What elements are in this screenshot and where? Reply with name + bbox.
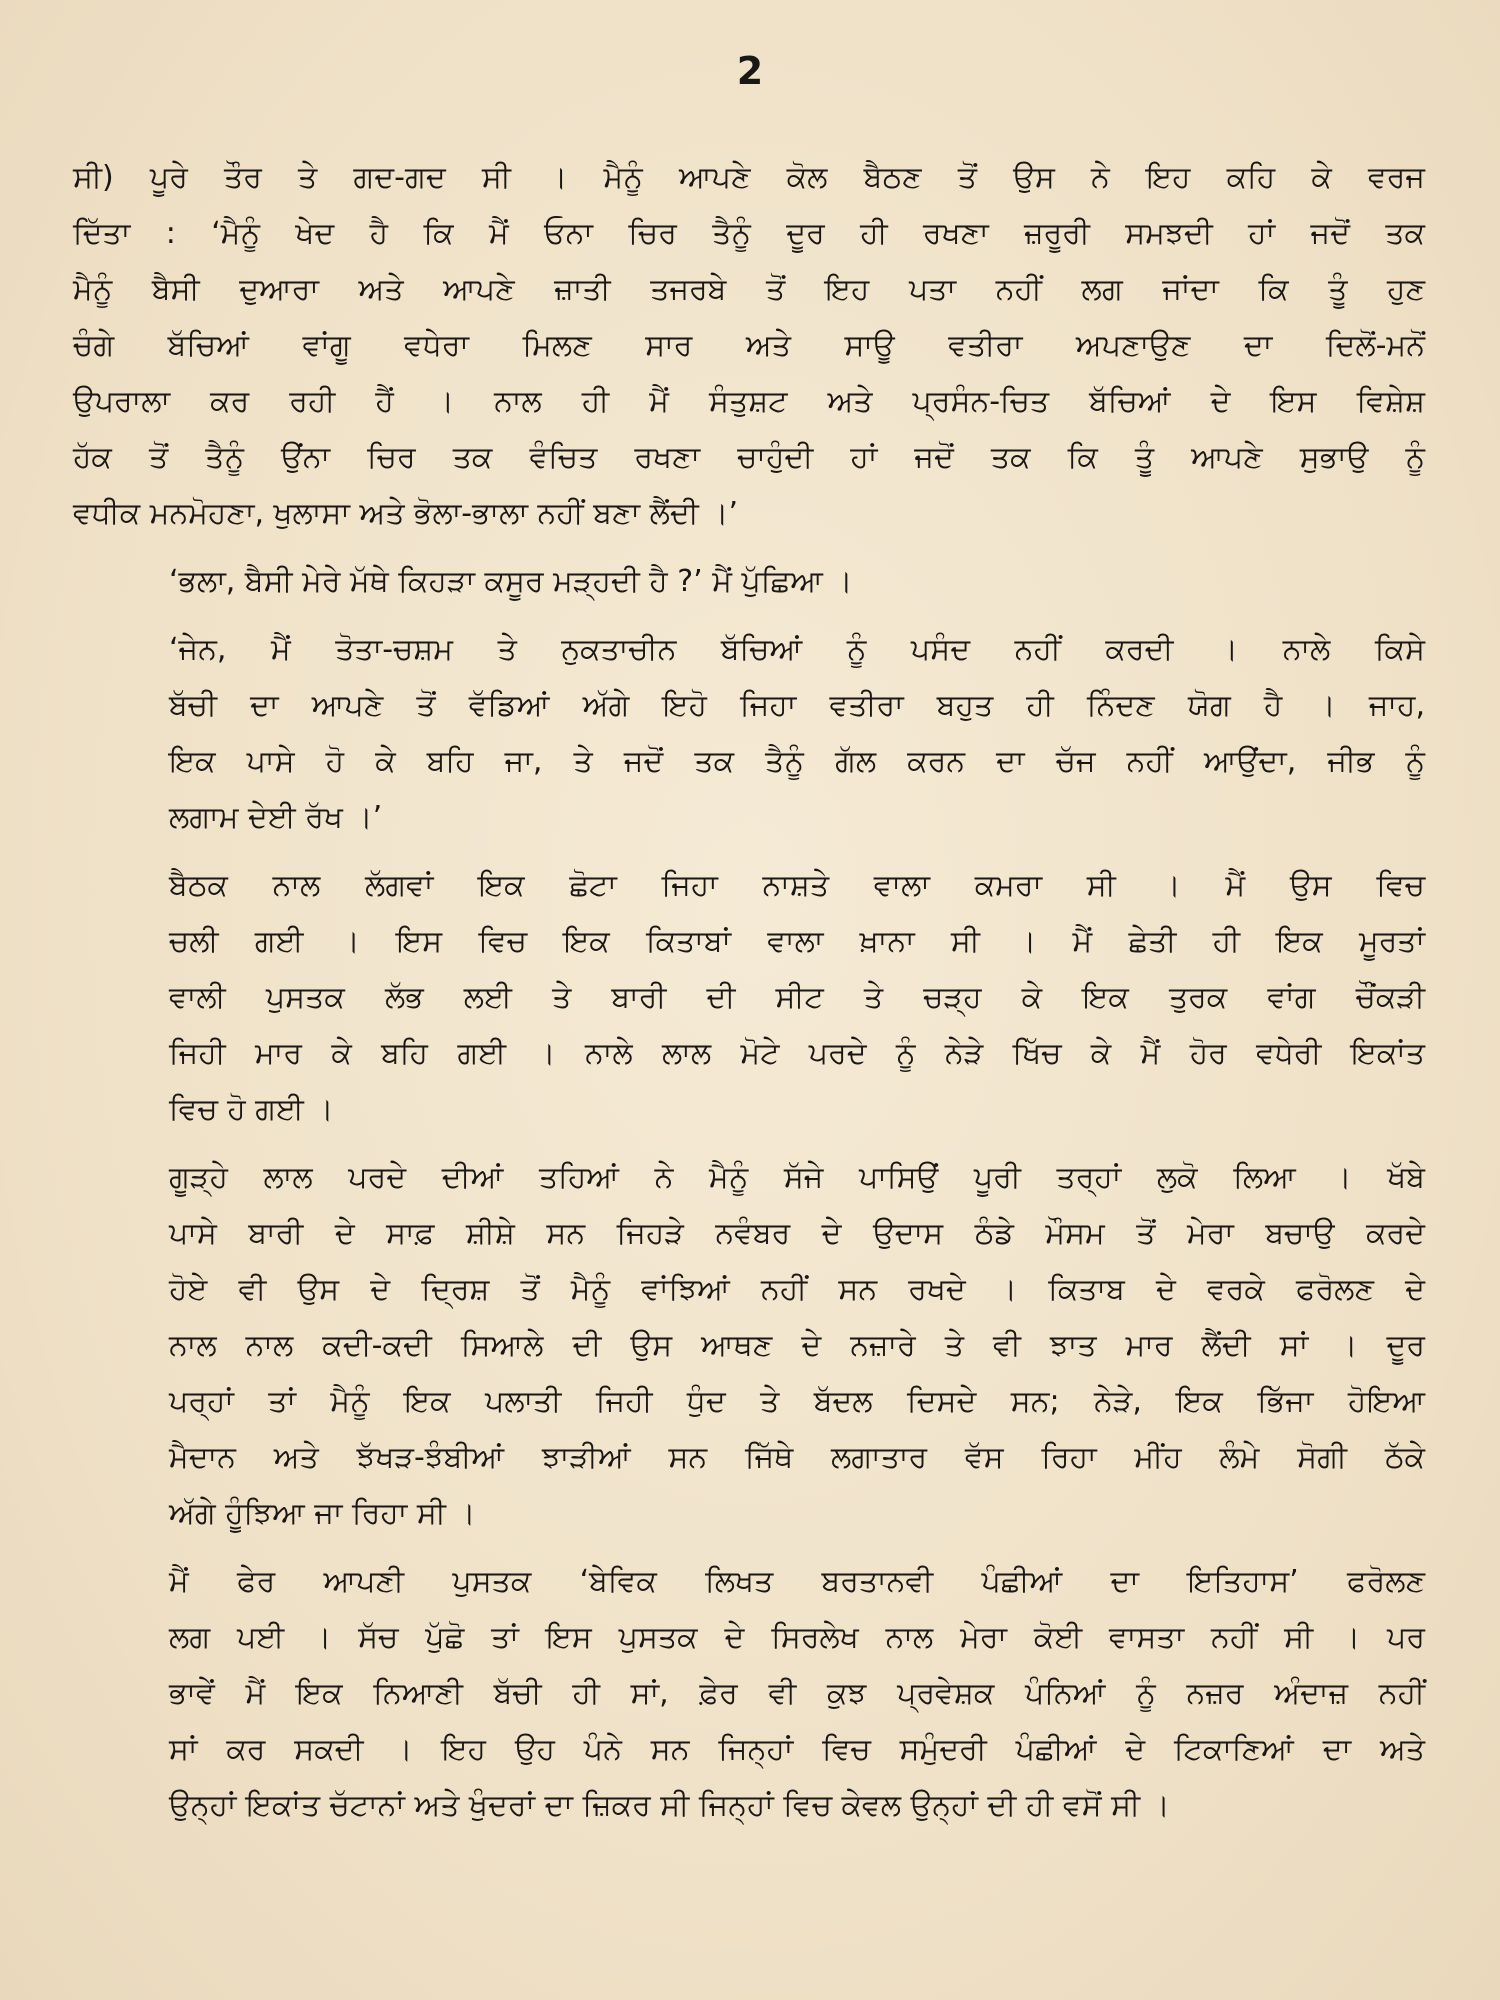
text-line: ਹੋਏ ਵੀ ਉਸ ਦੇ ਦ੍ਰਿਸ਼ ਤੋਂ ਮੈਨੂੰ ਵਾਂਝਿਆਂ ਨਹੀਂ ਸਨ ਰਖਦੇ । ਕਿਤਾਬ ਦੇ ਵਰਕੇ ਫਰੋਲਣ ਦੇ [169, 1272, 1425, 1307]
paragraph [73, 150, 1425, 542]
text-line: ਚਲੀ ਗਈ । ਇਸ ਵਿਚ ਇਕ ਕਿਤਾਬਾਂ ਵਾਲਾ ਖ਼ਾਨਾ ਸੀ । ਮੈਂ ਛੇਤੀ ਹੀ ਇਕ ਮੂਰਤਾਂ [169, 924, 1425, 959]
text-line: ਚੰਗੇ ਬੱਚਿਆਂ ਵਾਂਗੂ ਵਧੇਰਾ ਮਿਲਣ ਸਾਰ ਅਤੇ ਸਾਊ ਵਤੀਰਾ ਅਪਣਾਉਣ ਦਾ ਦਿਲੋਂ-ਮਨੋਂ [73, 328, 1425, 363]
text-line: ਜਿਹੀ ਮਾਰ ਕੇ ਬਹਿ ਗਈ । ਨਾਲੇ ਲਾਲ ਮੋਟੇ ਪਰਦੇ ਨੂੰ ਨੇੜੇ ਖਿੱਚ ਕੇ ਮੈਂ ਹੋਰ ਵਧੇਰੀ ਇਕਾਂਤ [169, 1036, 1425, 1071]
text-line: ਲਗਾਮ ਦੇਈ ਰੱਖ ।’ [169, 800, 383, 835]
text-line: ਬੱਚੀ ਦਾ ਆਪਣੇ ਤੋਂ ਵੱਡਿਆਂ ਅੱਗੇ ਇਹੋ ਜਿਹਾ ਵਤੀਰਾ ਬਹੁਤ ਹੀ ਨਿੰਦਣ ਯੋਗ ਹੈ । ਜਾਹ, [169, 688, 1425, 723]
text-line: ਸੀ) ਪੂਰੇ ਤੌਰ ਤੇ ਗਦ-ਗਦ ਸੀ । ਮੈਨੂੰ ਆਪਣੇ ਕੋਲ ਬੈਠਣ ਤੋਂ ਉਸ ਨੇ ਇਹ ਕਹਿ ਕੇ ਵਰਜ [73, 160, 1425, 195]
text-line: ਹੱਕ ਤੋਂ ਤੈਨੂੰ ਉਂਨਾ ਚਿਰ ਤਕ ਵੰਚਿਤ ਰਖਣਾ ਚਾਹੁੰਦੀ ਹਾਂ ਜਦੋਂ ਤਕ ਕਿ ਤੂੰ ਆਪਣੇ ਸੁਭਾਉ ਨੂੰ [73, 440, 1425, 475]
text-line: ਦਿੱਤਾ : ‘ਮੈਨੂੰ ਖੇਦ ਹੈ ਕਿ ਮੈਂ ਓਨਾ ਚਿਰ ਤੈਨੂੰ ਦੂਰ ਹੀ ਰਖਣਾ ਜ਼ਰੂਰੀ ਸਮਝਦੀ ਹਾਂ ਜਦੋਂ ਤਕ [73, 216, 1425, 251]
text-line: ਵਧੀਕ ਮਨਮੋਹਣਾ, ਖੁਲਾਸਾ ਅਤੇ ਭੋਲਾ-ਭਾਲਾ ਨਹੀਂ ਬਣਾ ਲੈਂਦੀ ।’ [73, 496, 739, 531]
paragraph [73, 622, 1425, 846]
text-line: ਲਗ ਪਈ । ਸੱਚ ਪੁੱਛੋ ਤਾਂ ਇਸ ਪੁਸਤਕ ਦੇ ਸਿਰਲੇਖ ਨਾਲ ਮੇਰਾ ਕੋਈ ਵਾਸਤਾ ਨਹੀਂ ਸੀ । ਪਰ [169, 1620, 1425, 1655]
text-body [73, 150, 1425, 1846]
text-line: ਭਾਵੇਂ ਮੈਂ ਇਕ ਨਿਆਣੀ ਬੱਚੀ ਹੀ ਸਾਂ, ਫ਼ੇਰ ਵੀ ਕੁਝ ਪ੍ਰਵੇਸ਼ਕ ਪੰਨਿਆਂ ਨੂੰ ਨਜ਼ਰ ਅੰਦਾਜ਼ ਨਹੀਂ [169, 1676, 1425, 1711]
text-line: ਮੈਂ ਫੇਰ ਆਪਣੀ ਪੁਸਤਕ ‘ਬੇਵਿਕ ਲਿਖਤ ਬਰਤਾਨਵੀ ਪੰਛੀਆਂ ਦਾ ਇਤਿਹਾਸ’ ਫਰੋਲਣ [169, 1564, 1425, 1599]
text-line: ਵਿਚ ਹੋ ਗਈ । [169, 1092, 334, 1127]
text-line: ਗੂੜ੍ਹੇ ਲਾਲ ਪਰਦੇ ਦੀਆਂ ਤਹਿਆਂ ਨੇ ਮੈਨੂੰ ਸੱਜੇ ਪਾਸਿਉਂ ਪੂਰੀ ਤਰ੍ਹਾਂ ਲੁਕੋ ਲਿਆ । ਖੱਬੇ [169, 1160, 1425, 1195]
text-line: ਸਾਂ ਕਰ ਸਕਦੀ । ਇਹ ਉਹ ਪੰਨੇ ਸਨ ਜਿਨ੍ਹਾਂ ਵਿਚ ਸਮੁੰਦਰੀ ਪੰਛੀਆਂ ਦੇ ਟਿਕਾਣਿਆਂ ਦਾ ਅਤੇ [169, 1732, 1425, 1767]
text-line: ਵਾਲੀ ਪੁਸਤਕ ਲੱਭ ਲਈ ਤੇ ਬਾਰੀ ਦੀ ਸੀਟ ਤੇ ਚੜ੍ਹ ਕੇ ਇਕ ਤੁਰਕ ਵਾਂਗ ਚੌਂਕੜੀ [169, 980, 1425, 1015]
text-line: ਪਾਸੇ ਬਾਰੀ ਦੇ ਸਾਫ਼ ਸ਼ੀਸ਼ੇ ਸਨ ਜਿਹੜੇ ਨਵੰਬਰ ਦੇ ਉਦਾਸ ਠੰਡੇ ਮੌਸਮ ਤੋਂ ਮੇਰਾ ਬਚਾਉ ਕਰਦੇ [169, 1216, 1425, 1251]
paragraph [73, 554, 1425, 610]
text-line: ਇਕ ਪਾਸੇ ਹੋ ਕੇ ਬਹਿ ਜਾ, ਤੇ ਜਦੋਂ ਤਕ ਤੈਨੂੰ ਗੱਲ ਕਰਨ ਦਾ ਚੱਜ ਨਹੀਂ ਆਉਂਦਾ, ਜੀਭ ਨੂੰ [169, 744, 1425, 779]
text-line: ਨਾਲ ਨਾਲ ਕਦੀ-ਕਦੀ ਸਿਆਲੇ ਦੀ ਉਸ ਆਥਣ ਦੇ ਨਜ਼ਾਰੇ ਤੇ ਵੀ ਝਾਤ ਮਾਰ ਲੈਂਦੀ ਸਾਂ । ਦੂਰ [169, 1328, 1425, 1363]
text-line: ਪਰ੍ਹਾਂ ਤਾਂ ਮੈਨੂੰ ਇਕ ਪਲਾਤੀ ਜਿਹੀ ਧੁੰਦ ਤੇ ਬੱਦਲ ਦਿਸਦੇ ਸਨ; ਨੇੜੇ, ਇਕ ਭਿੱਜਾ ਹੋਇਆ [169, 1384, 1425, 1419]
text-line: ਬੈਠਕ ਨਾਲ ਲੱਗਵਾਂ ਇਕ ਛੋਟਾ ਜਿਹਾ ਨਾਸ਼ਤੇ ਵਾਲਾ ਕਮਰਾ ਸੀ । ਮੈਂ ਉਸ ਵਿਚ [169, 868, 1425, 903]
text-line: ‘ਭਲਾ, ਬੈਸੀ ਮੇਰੇ ਮੱਥੇ ਕਿਹੜਾ ਕਸੂਰ ਮੜ੍ਹਦੀ ਹੈ ?’ ਮੈਂ ਪੁੱਛਿਆ । [169, 564, 853, 599]
text-line: ਮੈਨੂੰ ਬੈਸੀ ਦੁਆਰਾ ਅਤੇ ਆਪਣੇ ਜ਼ਾਤੀ ਤਜਰਬੇ ਤੋਂ ਇਹ ਪਤਾ ਨਹੀਂ ਲਗ ਜਾਂਦਾ ਕਿ ਤੂੰ ਹੁਣ [73, 272, 1425, 307]
paragraph [73, 1150, 1425, 1542]
text-line: ਉਨ੍ਹਾਂ ਇਕਾਂਤ ਚੱਟਾਨਾਂ ਅਤੇ ਖੁੰਦਰਾਂ ਦਾ ਜ਼ਿਕਰ ਸੀ ਜਿਨ੍ਹਾਂ ਵਿਚ ਕੇਵਲ ਉਨ੍ਹਾਂ ਦੀ ਹੀ ਵਸੋਂ ਸੀ । [169, 1788, 1170, 1823]
text-line: ਉਪਰਾਲਾ ਕਰ ਰਹੀ ਹੈਂ । ਨਾਲ ਹੀ ਮੈਂ ਸੰਤੁਸ਼ਟ ਅਤੇ ਪ੍ਰਸੰਨ-ਚਿਤ ਬੱਚਿਆਂ ਦੇ ਇਸ ਵਿਸ਼ੇਸ਼ [73, 384, 1425, 419]
paragraph [73, 858, 1425, 1138]
text-line: ਅੱਗੇ ਹੂੰਝਿਆ ਜਾ ਰਿਹਾ ਸੀ । [169, 1496, 476, 1531]
text-line: ਮੈਦਾਨ ਅਤੇ ਝੱਖੜ-ਝੰਬੀਆਂ ਝਾੜੀਆਂ ਸਨ ਜਿੱਥੇ ਲਗਾਤਾਰ ਵੱਸ ਰਿਹਾ ਮੀਂਹ ਲੰਮੇ ਸੋਗੀ ਠੱਕੇ [169, 1440, 1425, 1475]
page-number: 2 [736, 49, 764, 93]
text-line: ‘ਜੇਨ, ਮੈਂ ਤੋਤਾ-ਚਸ਼ਮ ਤੇ ਨੁਕਤਾਚੀਨ ਬੱਚਿਆਂ ਨੂੰ ਪਸੰਦ ਨਹੀਂ ਕਰਦੀ । ਨਾਲੇ ਕਿਸੇ [169, 632, 1425, 667]
paragraph [73, 1554, 1425, 1834]
